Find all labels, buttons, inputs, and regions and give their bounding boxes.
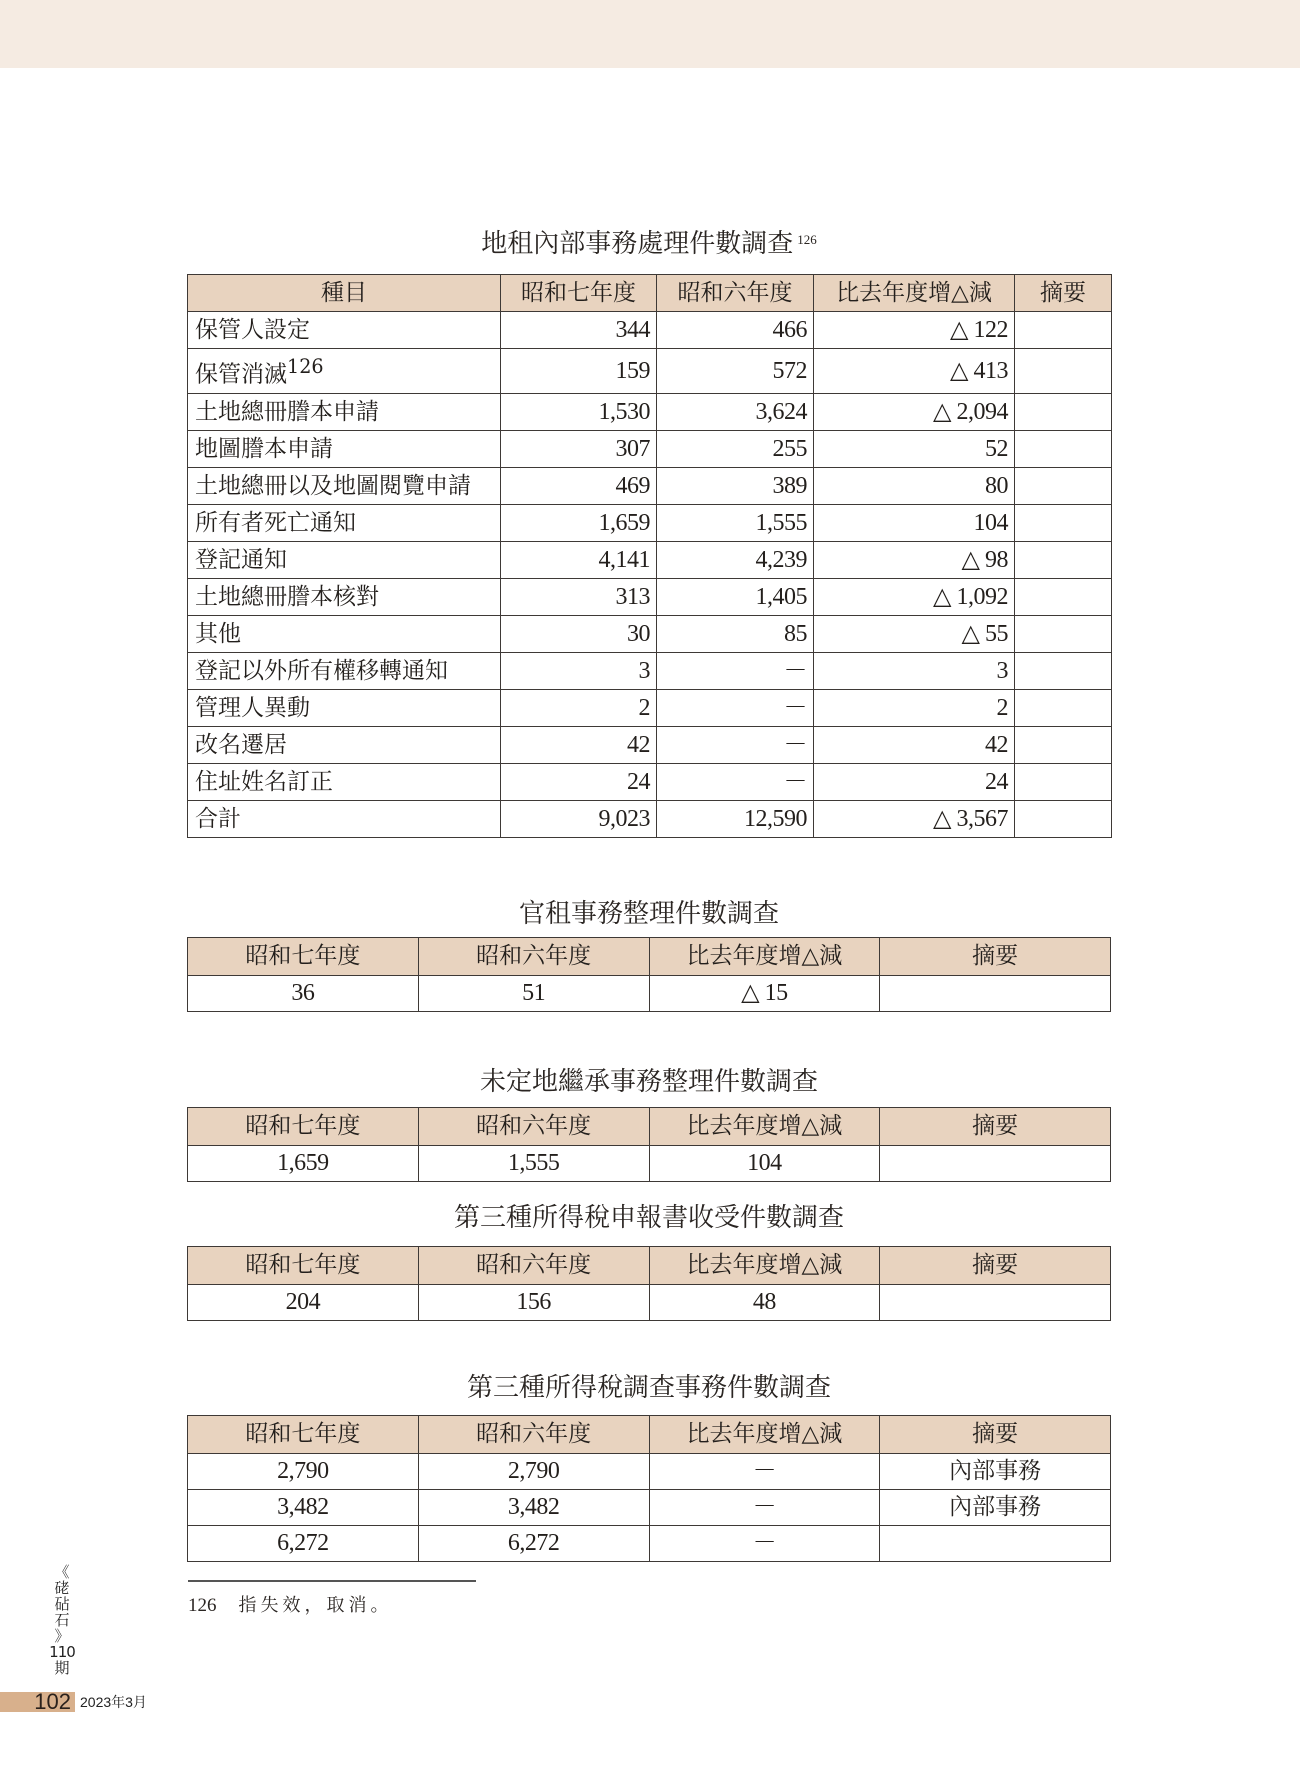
cell-item — [188, 349, 501, 394]
header-cell: 摘要 — [880, 1247, 1111, 1285]
cell-year7: 4,141 — [501, 541, 657, 578]
journal-name-char: 硓 — [54, 1579, 70, 1597]
header-cell: 比去年度增△減 — [649, 1108, 880, 1146]
cell-year6: 1,555 — [418, 1146, 649, 1182]
cell-diff: △ 98 — [814, 541, 1015, 578]
item-label: 其他 — [195, 620, 241, 647]
cell-year7: 1,659 — [188, 1146, 419, 1182]
footnote — [188, 1594, 393, 1618]
table4-title: 第三種所得稅申報書收受件數調查 — [453, 1203, 844, 1233]
journal-name-char: 石 — [54, 1611, 70, 1629]
cell-year7: 9,023 — [501, 800, 657, 837]
table-header-row — [188, 1247, 1111, 1285]
journal-name-char: 》 — [54, 1627, 70, 1645]
table2-title: 官租事務整理件數調查 — [518, 899, 779, 929]
cell-summary — [880, 976, 1111, 1012]
cell-diff: － — [649, 1526, 880, 1562]
footnote-divider — [188, 1580, 476, 1582]
cell-summary — [1015, 430, 1112, 467]
header-cell: 昭和七年度 — [188, 1247, 419, 1285]
cell-diff: 80 — [814, 467, 1015, 504]
cell-item — [188, 615, 501, 652]
page-number: 102 — [34, 1689, 71, 1714]
table-row — [188, 467, 1112, 504]
cell-summary — [1015, 467, 1112, 504]
header-cell: 昭和七年度 — [188, 938, 419, 976]
top-band — [0, 0, 1300, 68]
header-cell: 比去年度增△減 — [814, 275, 1015, 312]
cell-summary — [1015, 393, 1112, 430]
cell-diff: 52 — [814, 430, 1015, 467]
cell-summary — [880, 1146, 1111, 1182]
table-row — [188, 689, 1112, 726]
table-header-row — [188, 1108, 1111, 1146]
cell-item — [188, 763, 501, 800]
header-cell: 摘要 — [880, 1108, 1111, 1146]
table-row — [188, 393, 1112, 430]
cell-year7: 307 — [501, 430, 657, 467]
item-label: 所有者死亡通知 — [195, 509, 356, 536]
table-row — [188, 312, 1112, 349]
cell-year6: 4,239 — [657, 541, 814, 578]
header-cell: 昭和七年度 — [188, 1416, 419, 1454]
cell-year6: － — [657, 652, 814, 689]
journal-name-char: 砧 — [54, 1595, 70, 1613]
cell-summary — [1015, 763, 1112, 800]
cell-diff: 42 — [814, 726, 1015, 763]
cell-item — [188, 467, 501, 504]
item-label: 土地總冊謄本核對 — [195, 583, 379, 610]
footnote-ref[interactable]: 126 — [797, 232, 817, 247]
cell-year6: 51 — [418, 976, 649, 1012]
cell-year6: 156 — [418, 1285, 649, 1321]
item-label: 保管人設定 — [195, 317, 310, 343]
cell-year7: 344 — [501, 312, 657, 349]
cell-item — [188, 652, 501, 689]
cell-year7: 2,790 — [188, 1454, 419, 1490]
table3-title: 未定地繼承事務整理件數調查 — [479, 1067, 818, 1097]
cell-item — [188, 393, 501, 430]
table-row — [188, 1490, 1111, 1526]
header-cell: 摘要 — [1015, 275, 1112, 312]
header-cell: 比去年度增△減 — [649, 938, 880, 976]
cell-diff: － — [649, 1454, 880, 1490]
cell-summary — [1015, 689, 1112, 726]
table-income-tax-investigation — [187, 1415, 1111, 1562]
table-header-row — [188, 938, 1111, 976]
table-row — [188, 541, 1112, 578]
cell-summary — [880, 1526, 1111, 1562]
cell-year6: － — [657, 726, 814, 763]
cell-summary: 內部事務 — [880, 1454, 1111, 1490]
table-undetermined-land-inheritance — [187, 1107, 1111, 1182]
header-cell: 昭和六年度 — [418, 1247, 649, 1285]
cell-diff: △ 2,094 — [814, 393, 1015, 430]
header-cell: 昭和六年度 — [418, 1108, 649, 1146]
cell-diff: 104 — [814, 504, 1015, 541]
header-cell: 摘要 — [880, 938, 1111, 976]
cell-summary — [1015, 504, 1112, 541]
header-cell: 比去年度增△減 — [649, 1416, 880, 1454]
footnote-text: 指失效，取消。 — [238, 1595, 393, 1616]
header-cell: 昭和六年度 — [418, 938, 649, 976]
cell-summary — [1015, 652, 1112, 689]
publication-date: 2023年3月 — [80, 1694, 147, 1710]
cell-diff: － — [649, 1490, 880, 1526]
cell-year7: 6,272 — [188, 1526, 419, 1562]
header-cell: 比去年度增△減 — [649, 1247, 880, 1285]
table-row — [188, 504, 1112, 541]
cell-diff: 48 — [649, 1285, 880, 1321]
table-official-rent — [187, 937, 1111, 1012]
cell-diff: △ 3,567 — [814, 800, 1015, 837]
table-land-tax-internal — [187, 274, 1112, 838]
cell-diff: 24 — [814, 763, 1015, 800]
cell-summary: 內部事務 — [880, 1490, 1111, 1526]
table-row — [188, 578, 1112, 615]
cell-year6: 255 — [657, 430, 814, 467]
cell-item — [188, 541, 501, 578]
table-row — [188, 1285, 1111, 1321]
cell-year6: 572 — [657, 349, 814, 394]
cell-year6: 85 — [657, 615, 814, 652]
issue-number: 110 — [49, 1643, 75, 1661]
table1-title-text: 地租內部事務處理件數調查 — [481, 229, 794, 259]
cell-item — [188, 430, 501, 467]
header-cell: 種目 — [188, 275, 501, 312]
header-cell: 昭和六年度 — [418, 1416, 649, 1454]
cell-summary — [1015, 349, 1112, 394]
cell-year7: 469 — [501, 467, 657, 504]
table-header-row — [188, 275, 1112, 312]
table-row — [188, 800, 1112, 837]
table5-title: 第三種所得稅調查事務件數調查 — [466, 1373, 831, 1403]
cell-diff: △ 55 — [814, 615, 1015, 652]
cell-year7: 24 — [501, 763, 657, 800]
cell-item — [188, 689, 501, 726]
header-cell: 昭和七年度 — [501, 275, 657, 312]
table-row — [188, 1526, 1111, 1562]
journal-name-char: 《 — [54, 1563, 70, 1581]
cell-year7: 36 — [188, 976, 419, 1012]
item-label: 合計 — [195, 805, 241, 832]
cell-summary — [1015, 726, 1112, 763]
item-label: 土地總冊謄本申請 — [195, 398, 379, 425]
item-label: 地圖謄本申請 — [195, 435, 333, 462]
table-row — [188, 726, 1112, 763]
table-row — [188, 349, 1112, 394]
cell-year6: 6,272 — [418, 1526, 649, 1562]
cell-year6: 2,790 — [418, 1454, 649, 1490]
cell-summary — [1015, 312, 1112, 349]
item-label: 土地總冊以及地圖閱覽申請 — [195, 472, 471, 499]
cell-year7: 313 — [501, 578, 657, 615]
table-row — [188, 976, 1111, 1012]
cell-year6: 3,624 — [657, 393, 814, 430]
table-row — [188, 1454, 1111, 1490]
header-cell: 昭和六年度 — [657, 275, 814, 312]
cell-summary — [1015, 800, 1112, 837]
table-row — [188, 615, 1112, 652]
cell-summary — [1015, 541, 1112, 578]
cell-year7: 30 — [501, 615, 657, 652]
footnote-ref[interactable]: 126 — [287, 355, 324, 378]
cell-summary — [1015, 615, 1112, 652]
cell-year7: 3 — [501, 652, 657, 689]
cell-year7: 204 — [188, 1285, 419, 1321]
cell-diff: 3 — [814, 652, 1015, 689]
item-label: 管理人異動 — [195, 694, 310, 721]
cell-diff: △ 413 — [814, 349, 1015, 394]
table-row — [188, 763, 1112, 800]
header-cell: 摘要 — [880, 1416, 1111, 1454]
cell-year6: － — [657, 689, 814, 726]
cell-diff: △ 122 — [814, 312, 1015, 349]
cell-diff: 104 — [649, 1146, 880, 1182]
cell-year6: 3,482 — [418, 1490, 649, 1526]
cell-diff: 2 — [814, 689, 1015, 726]
cell-item — [188, 800, 501, 837]
issue-suffix: 期 — [54, 1659, 70, 1677]
table-row — [188, 652, 1112, 689]
cell-year6: 1,405 — [657, 578, 814, 615]
cell-summary — [1015, 578, 1112, 615]
item-label: 住址姓名訂正 — [195, 768, 333, 795]
table1-title — [187, 228, 1111, 260]
header-cell: 昭和七年度 — [188, 1108, 419, 1146]
cell-year7: 2 — [501, 689, 657, 726]
cell-year6: － — [657, 763, 814, 800]
item-label: 登記以外所有權移轉通知 — [195, 657, 448, 684]
table-row — [188, 1146, 1111, 1182]
cell-year6: 1,555 — [657, 504, 814, 541]
table-income-tax-filing — [187, 1246, 1111, 1321]
cell-item — [188, 504, 501, 541]
cell-item — [188, 726, 501, 763]
cell-year7: 3,482 — [188, 1490, 419, 1526]
cell-diff: △ 15 — [649, 976, 880, 1012]
table-header-row — [188, 1416, 1111, 1454]
cell-item — [188, 578, 501, 615]
cell-year6: 12,590 — [657, 800, 814, 837]
cell-year7: 1,530 — [501, 393, 657, 430]
cell-item — [188, 312, 501, 349]
cell-year6: 466 — [657, 312, 814, 349]
item-label: 登記通知 — [195, 546, 287, 573]
cell-summary — [880, 1285, 1111, 1321]
cell-year7: 1,659 — [501, 504, 657, 541]
page-number-band — [0, 1689, 75, 1714]
item-label: 保管消滅 — [195, 361, 287, 388]
journal-issue-label — [48, 1564, 76, 1676]
footnote-number: 126 — [188, 1595, 217, 1616]
cell-year6: 389 — [657, 467, 814, 504]
item-label: 改名遷居 — [195, 731, 287, 758]
cell-year7: 159 — [501, 349, 657, 394]
cell-diff: △ 1,092 — [814, 578, 1015, 615]
table-row — [188, 430, 1112, 467]
cell-year7: 42 — [501, 726, 657, 763]
